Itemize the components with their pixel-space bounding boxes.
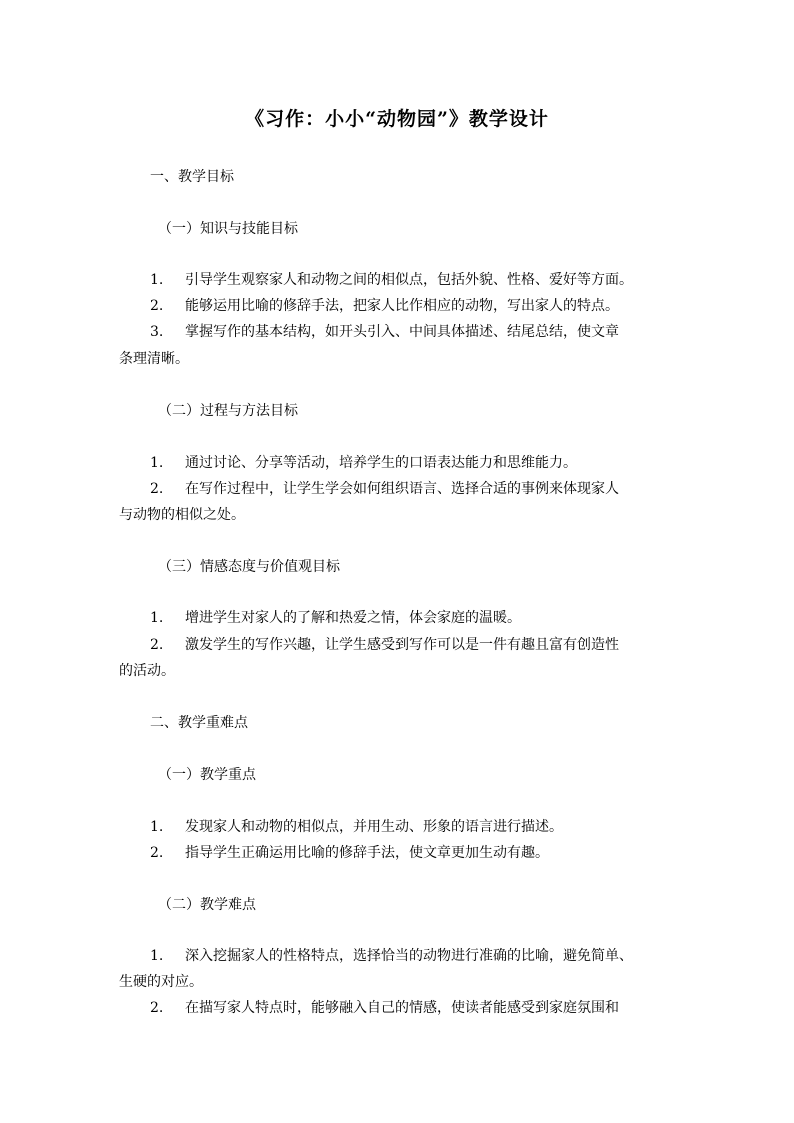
item-number: 2. (150, 298, 164, 314)
item-number: 2. (150, 637, 164, 653)
item-number: 3. (150, 324, 164, 340)
list-item (150, 479, 619, 499)
section-heading-goals: 一、教学目标 (150, 169, 234, 185)
list-item (150, 608, 521, 628)
item-number: 2. (150, 845, 164, 861)
item-text: 发现家人和动物的相似点，并用生动、形象的语言进行描述。 (185, 819, 563, 835)
section-heading-key-points: 二、教学重难点 (150, 715, 248, 731)
item-number: 1. (150, 272, 164, 288)
subsection-heading-attitude: （三）情感态度与价值观目标 (158, 559, 340, 575)
item-text: 指导学生正确运用比喻的修辞手法，使文章更加生动有趣。 (185, 845, 549, 861)
item-number: 2. (150, 481, 164, 497)
item-text: 在写作过程中，让学生学会如何组织语言、选择合适的事例来体现家人 (185, 481, 619, 497)
item-text: 掌握写作的基本结构，如开头引入、中间具体描述、结尾总结，使文章 (185, 324, 619, 340)
item-text: 增进学生对家人的了解和热爱之情，体会家庭的温暖。 (185, 610, 521, 626)
subsection-heading-process: （二）过程与方法目标 (158, 403, 298, 419)
subsection-heading-difficult: （二）教学难点 (158, 897, 256, 913)
item-number: 1. (150, 455, 164, 471)
list-item (150, 817, 563, 837)
list-item (150, 843, 549, 863)
list-item (150, 998, 619, 1018)
item-text: 在描写家人特点时，能够融入自己的情感，使读者能感受到家庭氛围和 (185, 1000, 619, 1016)
list-item (150, 296, 619, 316)
list-item (150, 322, 619, 342)
document-title: 《习作：小小“动物园”》教学设计 (245, 108, 549, 130)
item-text: 激发学生的写作兴趣，让学生感受到写作可以是一件有趣且富有创造性 (185, 637, 619, 653)
item-text: 深入挖掘家人的性格特点，选择恰当的动物进行准确的比喻，避免简单、 (185, 948, 633, 964)
item-number: 2. (150, 1000, 164, 1016)
subsection-heading-knowledge: （一）知识与技能目标 (158, 221, 298, 237)
list-item (150, 635, 619, 655)
item-text-continuation: 生硬的对应。 (119, 974, 203, 990)
item-text: 引导学生观察家人和动物之间的相似点，包括外貌、性格、爱好等方面。 (185, 272, 633, 288)
item-number: 1. (150, 610, 164, 626)
item-number: 1. (150, 819, 164, 835)
item-text: 能够运用比喻的修辞手法，把家人比作相应的动物，写出家人的特点。 (185, 298, 619, 314)
list-item (150, 946, 633, 966)
item-number: 1. (150, 948, 164, 964)
list-item (150, 453, 577, 473)
item-text-continuation: 的活动。 (119, 663, 175, 679)
list-item (150, 270, 633, 290)
item-text-continuation: 条理清晰。 (119, 351, 189, 367)
item-text-continuation: 与动物的相似之处。 (119, 507, 245, 523)
item-text: 通过讨论、分享等活动，培养学生的口语表达能力和思维能力。 (185, 455, 577, 471)
subsection-heading-key: （一）教学重点 (158, 767, 256, 783)
